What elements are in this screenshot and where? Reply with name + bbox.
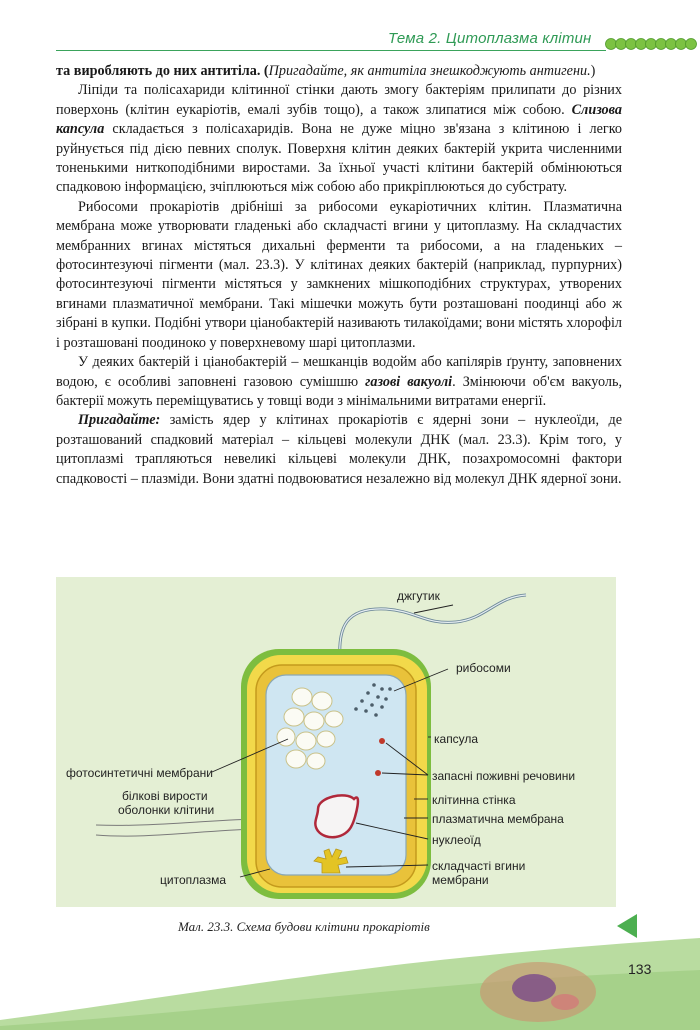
cell-diagram (56, 577, 616, 907)
figure-caption: Мал. 23.3. Схема будови клітини прокаріотів (178, 919, 430, 934)
label-nucleoid: нуклеоїд (432, 833, 481, 847)
label-reserve-nutrients: запасні поживні речовини (432, 769, 576, 783)
page-corner-arrow (617, 914, 637, 938)
label-capsule: капсула (434, 732, 479, 746)
paragraph-2: Ліпіди та полісахариди клітинної стінки дають змогу бактеріям прилипати до різних поверхонь (клітин еукаріотів, емалі зубів тощо), а також злипатися між собою. Слизова капсула складається з полісахаридів. Вона не дуже міцно зв'язана з клітиною і легко руйнується під дією певних сполук. Поверхня клітин деяких бактерій укрита численними тоненькими ниткоподібними виростами. За їхньої участі клітини бактерій обмінюються спадковою інформацією, зчіплюються між собою або прикріплюються до субстрату. (56, 82, 622, 196)
prokaryote-cell-figure (56, 577, 616, 907)
paragraph-4: У деяких бактерій і ціанобактерій – мешканців водойм або капілярів ґрунту, заповнених водою, є особливі заповнені газовою сумішшю газові вакуолі. Змінюючи об'єм вакуоль, бактерії можуть переміщуватись у товщі води з мінімальними витратами енергії. (56, 354, 622, 409)
page-number: 133 (628, 961, 652, 977)
body-text (56, 62, 622, 489)
label-cell-wall: клітинна стінка (432, 793, 516, 807)
label-cytoplasm: цитоплазма (160, 873, 227, 887)
fimbriae-shape (96, 819, 256, 825)
label-ribosomes: рибосоми (456, 661, 511, 675)
footer-wave-decoration (0, 930, 700, 1030)
label-protein-outgrowths-1: білкові вирости (122, 789, 208, 803)
paragraph-3: Рибосоми прокаріотів дрібніші за рибосоми еукаріотичних клітин. Плазматична мембрана може утворювати гладенькі або складчасті вгини у цитоплазму. На складчастих мембранних вгинах містяться дихальні ферменти та рибосоми, а на гладеньких – фотосинтезуючі пігменти (мал. 23.3). У клітинах деяких бактерій (наприклад, пурпурних) фотосинтезуючі пігменти містяться у замкнених мішкоподібних структурах, утворених вгинами плазматичної мембрани. Такі мішечки можуть бути розташовані поодинці або ж зібрані в купки. Подібні утвори ціанобактерій називають тилакоїдами; вони містять хлорофіл і розташовані поодиноко у поверхневому шарі цитоплазми. (56, 198, 623, 351)
label-folded-membrane-2: мембрани (432, 873, 489, 887)
page-header (0, 0, 700, 56)
label-plasma-membrane: плазматична мембрана (432, 812, 564, 826)
paragraph-1: та виробляють до них антитіла. (Пригадайте, як антитіла знешкоджують антигени.) (56, 63, 596, 79)
label-folded-membrane-1: складчасті вгини (432, 859, 526, 873)
label-photosynthetic-membranes: фотосинтетичні мембрани (66, 766, 213, 780)
label-protein-outgrowths-2: оболонки клітини (118, 803, 215, 817)
cytoplasm-shape (266, 675, 406, 875)
header-rule (56, 50, 606, 51)
label-flagellum: джгутик (397, 589, 440, 603)
bead-chain-decoration (604, 34, 700, 54)
topic-title: Тема 2. Цитоплазма клітин (388, 30, 592, 47)
paragraph-5: Пригадайте: замість ядер у клітинах прокаріотів є ядерні зони – нуклеоїди, де розташований спадковий матеріал – кільцеві молекули ДНК (мал. 23.3). Крім того, у цитоплазмі трапляються невеликі кільцеві молекули ДНК, позахромосомні фактори спадковості – плазміди. Вони здатні подвоюватися незалежно від молекул ДНК ядерної зони. (56, 412, 622, 487)
